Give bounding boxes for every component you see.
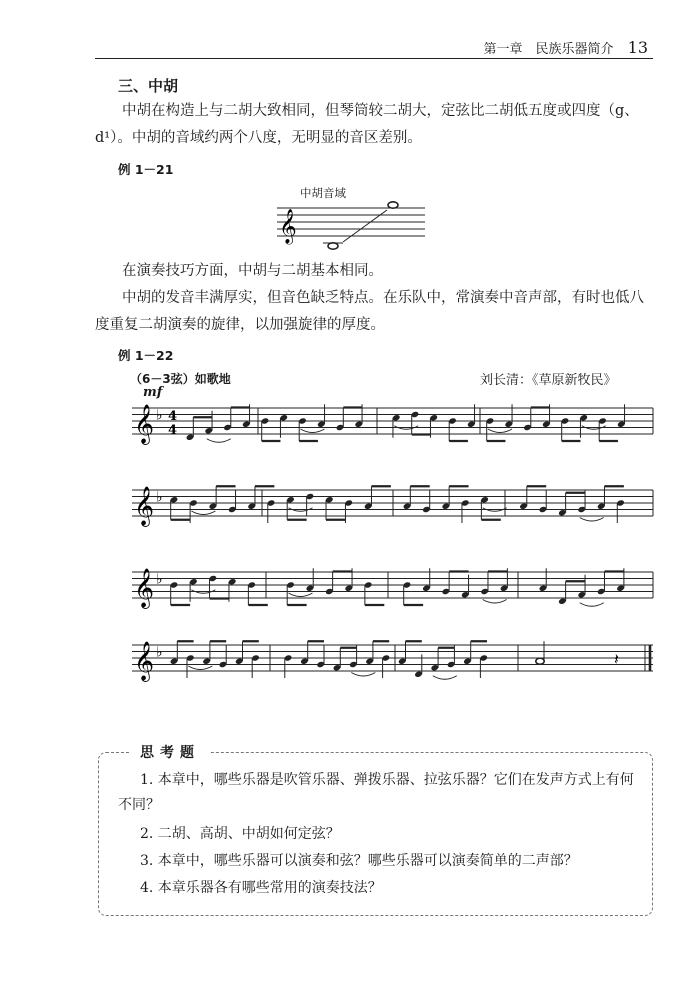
slur — [188, 666, 212, 670]
treble-clef-icon: 𝄞 — [134, 641, 155, 681]
treble-clef-icon: 𝄞 — [134, 404, 155, 444]
slur — [351, 673, 375, 677]
paragraph-3: 中胡的发音丰满厚实，但音色缺乏特点。在乐队中，常演奏中音声部，有时也低八度重复二胡演奏的旋律，以加强旋律的厚度。 — [95, 290, 644, 333]
range-caption: 中胡音域 — [300, 186, 346, 200]
question-1: 1. 本章中，哪些乐器是吹管乐器、弹拨乐器、拉弦乐器？它们在发声方式上有何不同？ — [118, 772, 634, 813]
paragraph-2: 在演奏技巧方面，中胡与二胡基本相同。 — [122, 263, 383, 279]
exercise-title: 思考题 — [130, 742, 210, 762]
treble-clef-icon: 𝄞 — [134, 486, 155, 526]
example-label-2: 例 1－22 — [118, 348, 174, 363]
staff-2 — [132, 486, 653, 527]
slur — [207, 439, 231, 443]
time-signature: 4 — [168, 409, 178, 424]
slur — [289, 593, 313, 597]
slur — [488, 429, 512, 433]
section-title: 三、中胡 — [118, 77, 179, 95]
dynamic-marking: mf — [143, 385, 163, 400]
treble-clef-icon: 𝄞 — [134, 568, 155, 608]
treble-clef-icon: 𝄞 — [279, 209, 297, 244]
question-2: 2. 二胡、高胡、中胡如何定弦？ — [140, 826, 340, 842]
staff-1 — [132, 404, 653, 445]
tempo-marking: （6－3弦）如歌地 — [130, 372, 231, 386]
flat-icon: ♭ — [156, 571, 163, 588]
flat-icon: ♭ — [156, 644, 163, 661]
page-number: 13 — [627, 38, 648, 57]
half-note — [536, 658, 544, 664]
slur — [191, 511, 215, 515]
rest-icon: 𝄽 — [614, 649, 619, 669]
slur — [301, 429, 325, 433]
example-label-1: 例 1－21 — [118, 162, 174, 177]
slur — [433, 676, 457, 680]
slur — [483, 600, 507, 604]
svg-text:4: 4 — [168, 423, 178, 438]
flat-icon: ♭ — [156, 489, 163, 506]
question-4: 4. 本章乐器各有哪些常用的演奏技法？ — [140, 880, 382, 896]
flat-icon: ♭ — [156, 407, 163, 424]
staff-4 — [132, 641, 653, 682]
staff-3 — [132, 568, 653, 609]
chapter-title: 第一章 民族乐器简介 — [483, 42, 614, 57]
paragraph-1: 中胡在构造上与二胡大致相同，但琴筒较二胡大，定弦比二胡低五度或四度（g、d¹）。中胡的音域约两个八度，无明显的音区差别。 — [95, 103, 639, 146]
source-attribution: 刘长清：《草原新牧民》 — [480, 373, 617, 388]
slur — [580, 518, 604, 522]
slur — [580, 603, 604, 607]
question-3: 3. 本章中，哪些乐器可以演奏和弦？哪些乐器可以演奏简单的二声部？ — [140, 853, 578, 869]
